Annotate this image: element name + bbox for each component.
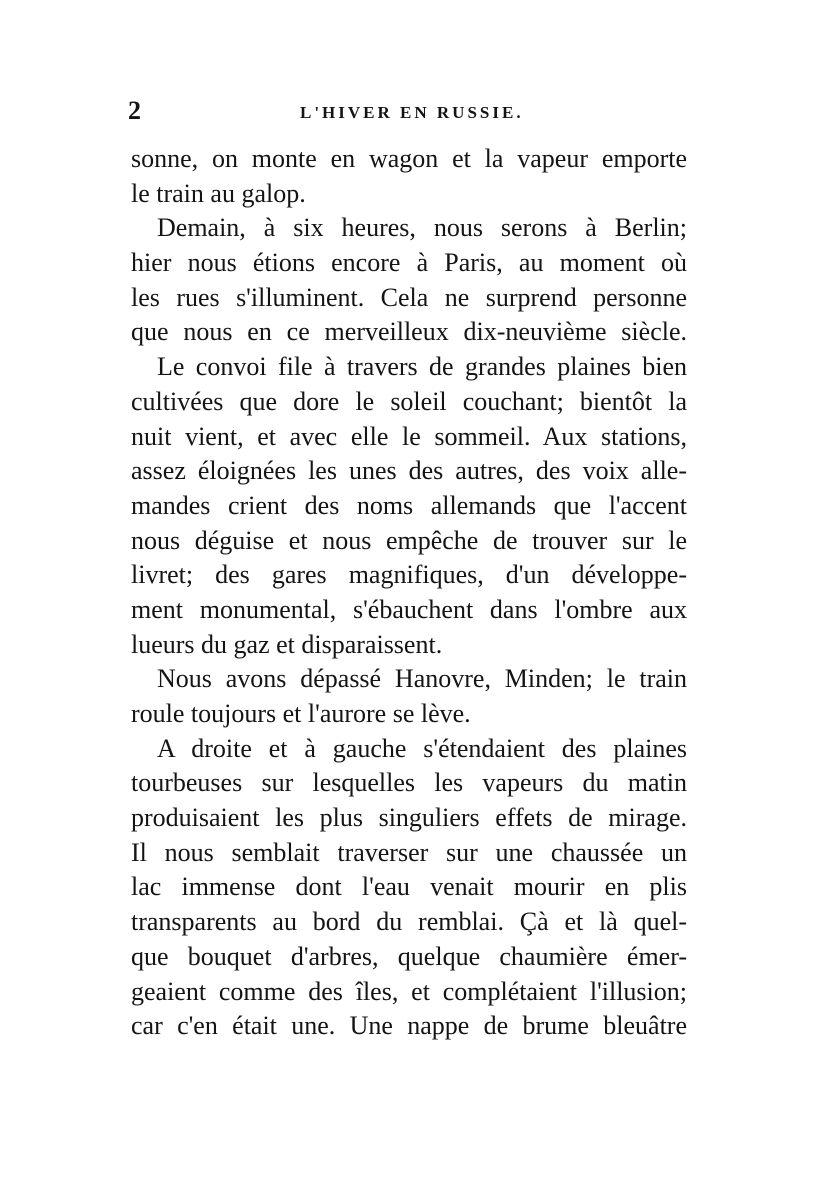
text-line: cultivées que dore le soleil couchant; bientôt la xyxy=(131,386,687,416)
text-line: A droite et à gauche s'étendaient des plaines xyxy=(157,733,687,763)
text-line: les rues s'illuminent. Cela ne surprend personne xyxy=(131,282,687,312)
text-line: le train au galop. xyxy=(131,178,306,208)
text-line: geaient comme des îles, et complétaient l'illusion; xyxy=(131,976,687,1006)
text-line: roule toujours et l'aurore se lève. xyxy=(131,699,471,728)
text-line: que bouquet d'arbres, quelque chaumière émer- xyxy=(131,941,687,971)
body-text xyxy=(131,142,687,1044)
text-line: Nous avons dépassé Hanovre, Minden; le train xyxy=(157,664,687,694)
text-line: hier nous étions encore à Paris, au moment où xyxy=(131,248,687,278)
page-number: 2 xyxy=(128,96,141,125)
text-line: sonne, on monte en wagon et la vapeur emporte xyxy=(131,144,687,173)
running-title: L'HIVER EN RUSSIE. xyxy=(300,103,524,122)
text-line: mandes crient des noms allemands que l'accent xyxy=(131,490,687,520)
text-line: lueurs du gaz et disparaissent. xyxy=(131,629,443,659)
text-line: tourbeuses sur lesquelles les vapeurs du matin xyxy=(131,768,687,798)
text-line: car c'en était une. Une nappe de brume bleuâtre xyxy=(131,1011,687,1041)
text-line: nous déguise et nous empêche de trouver sur le xyxy=(131,525,687,555)
text-line: que nous en ce merveilleux dix-neuvième siècle. xyxy=(131,317,687,347)
text-line: ment monumental, s'ébauchent dans l'ombre aux xyxy=(131,594,687,624)
text-line: Il nous semblait traverser sur une chaussée un xyxy=(131,837,687,867)
text-line: Le convoi file à travers de grandes plaines bien xyxy=(157,352,687,382)
text-line: nuit vient, et avec elle le sommeil. Aux stations, xyxy=(131,421,687,451)
text-line: transparents au bord du remblai. Çà et là quel- xyxy=(131,907,687,937)
text-line: produisaient les plus singuliers effets de mirage. xyxy=(131,803,687,833)
text-line: assez éloignées les unes des autres, des voix alle- xyxy=(131,456,687,486)
text-line: lac immense dont l'eau venait mourir en plis xyxy=(131,872,687,902)
text-line: Demain, à six heures, nous serons à Berlin; xyxy=(157,213,687,243)
text-line: livret; des gares magnifiques, d'un développe- xyxy=(131,560,687,590)
